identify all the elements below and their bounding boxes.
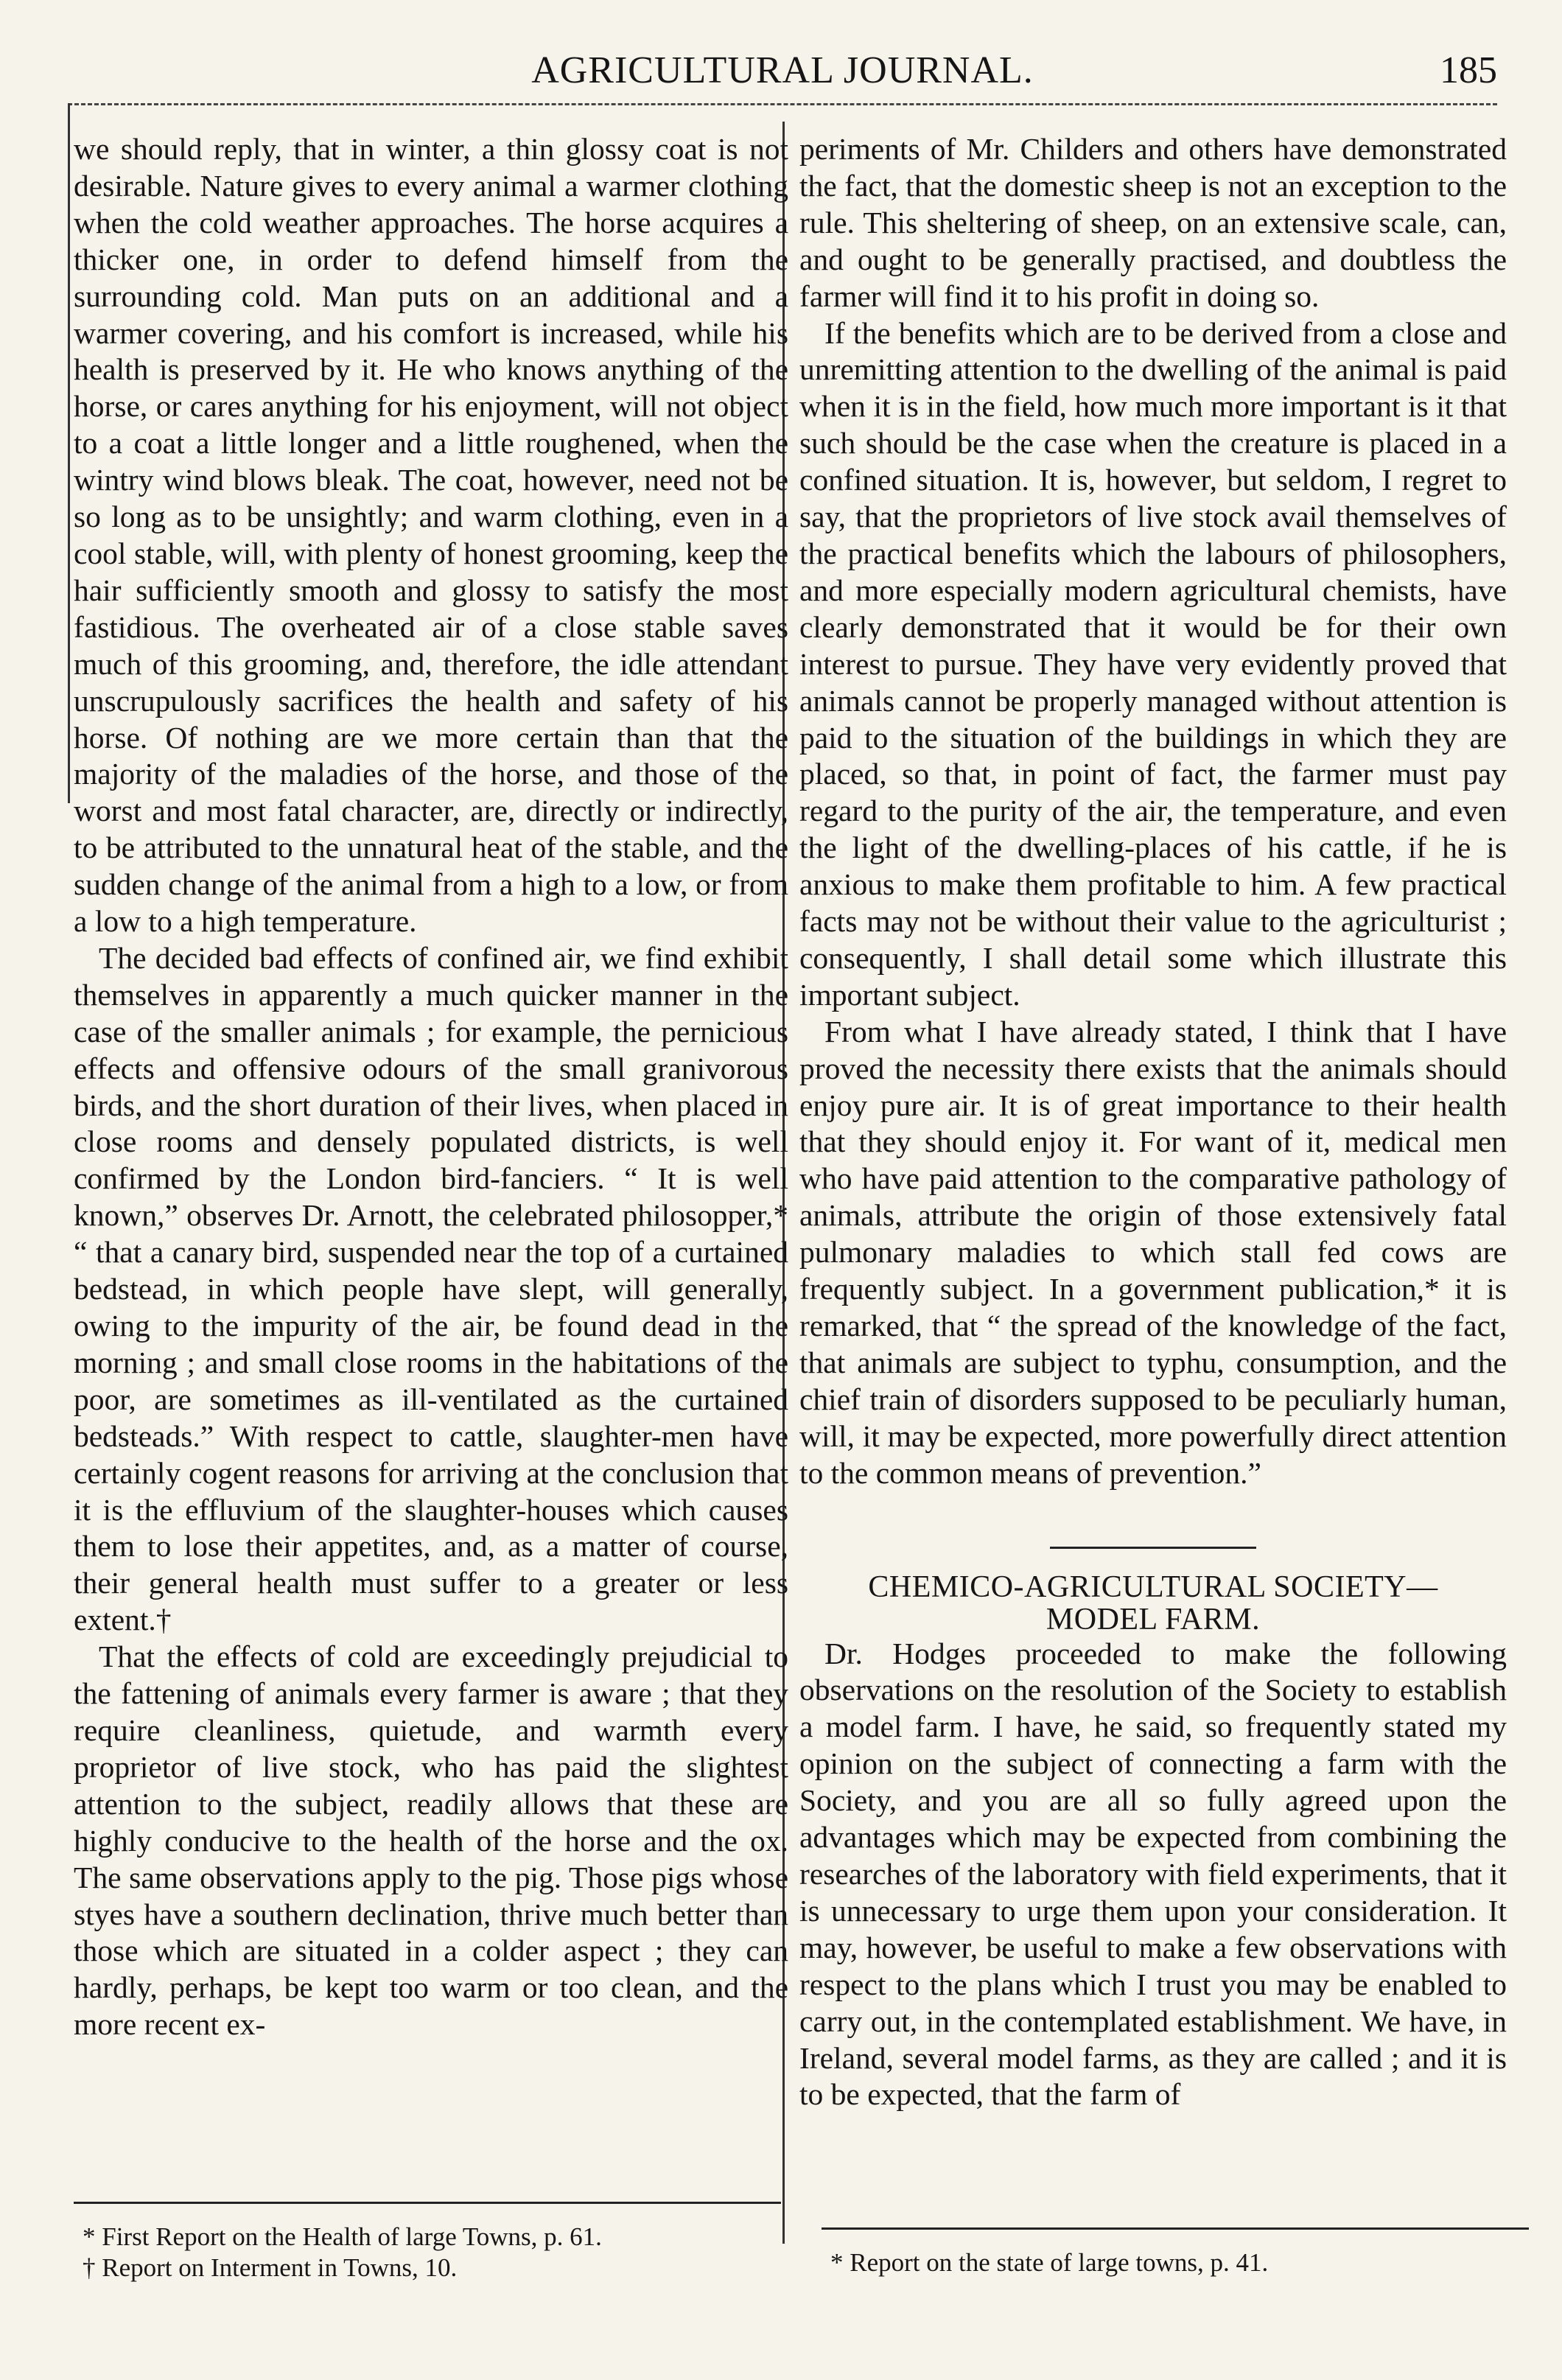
section-heading <box>799 1571 1507 1636</box>
running-title: AGRICULTURAL JOURNAL. <box>531 49 1034 91</box>
left-footnote-1: * First Report on the Health of large Towns, p. 61. <box>83 2222 602 2251</box>
right-column <box>799 131 1507 2113</box>
left-footnote-rule <box>74 2202 781 2204</box>
left-footnotes <box>74 2202 781 2283</box>
section-heading-line-2: MODEL FARM. <box>1046 1602 1261 1637</box>
left-margin-rule <box>68 103 70 803</box>
left-paragraph-3: That the effects of cold are exceedingly prejudicial to the fattening of animals every farmer is aware ; that they require cleanliness, quietude, and warmth every proprietor of live stock, who has paid the slightest attention to the subject, readily allows that these are highly conducive to the health of the horse and the ox. The same observations apply to the pig. Those pigs whose styes have a southern declination, thrive much better than those which are situated in a colder aspect ; they can hardly, perhaps, be kept too warm or too clean, and the more recent ex- <box>74 1639 788 2042</box>
right-footnote-rule <box>822 2227 1529 2230</box>
right-paragraph-2: If the benefits which are to be derived from a close and unremitting attention to the dwelling of the animal is paid when it is in the field, how much more important is it that such should be the case when the creature is placed in a confined situation. It is, however, but seldom, I regret to say, that the proprietors of live stock avail themselves of the practical benefits which the labours of philosophers, and more especially modern agricultural chemists, have clearly demonstrated that it would be for their own interest to pursue. They have very evidently proved that animals cannot be properly managed without attention is paid to the situation of the buildings in which they are placed, so that, in point of fact, the farmer must pay regard to the purity of the air, the temperature, and even the light of the dwelling-places of his cattle, if he is anxious to make them profitable to him. A few practical facts may not be without their value to the agriculturist ; consequently, I shall detail some which illustrate this important subject. <box>799 315 1507 1012</box>
right-footnotes <box>822 2227 1529 2278</box>
page-header <box>68 13 1497 109</box>
section-heading-line-1: CHEMICO-AGRICULTURAL SOCIETY— <box>868 1569 1438 1604</box>
model-farm-section <box>799 1547 1507 2114</box>
section-rule <box>1050 1547 1256 1549</box>
left-paragraph-2: The decided bad effects of confined air, we find exhibit themselves in apparently a much quicker manner in the case of the smaller animals ; for example, the pernicious effects and offensive odours of the small granivorous birds, and the short duration of their lives, when placed in close rooms and densely populated districts, is well confirmed by the London bird-fanciers. “ It is well known,” observes Dr. Arnott, the celebrated philosopper,* “ that a canary bird, suspended near the top of a curtained bedstead, in which people have slept, will generally, owing to the impurity of the air, be found dead in the morning ; and small close rooms in the habitations of the poor, are sometimes as ill-ventilated as the curtained bedsteads.” With respect to cattle, slaughter-men have certainly cogent reasons for arriving at the conclusion that it is the effluvium of the slaughter-houses which causes them to lose their appetites, and, as a matter of course, their general health must suffer to a greater or less extent.† <box>74 940 788 1637</box>
left-paragraph-1: we should reply, that in winter, a thin glossy coat is not desirable. Nature gives to every animal a warmer clothing when the cold weather approaches. The horse acquires a thicker one, in order to defend himself from the surrounding cold. Man puts on an additional and a warmer covering, and his comfort is increased, while his health is preserved by it. He who knows anything of the horse, or cares anything for his enjoyment, will not object to a coat a little longer and a little roughened, when the wintry wind blows bleak. The coat, however, need not be so long as to be unsightly; and warm clothing, even in a cool stable, will, with plenty of honest grooming, keep the hair sufficiently smooth and glossy to satisfy the most fastidious. The overheated air of a close stable saves much of this grooming, and, therefore, the idle attendant unscrupulously sacrifices the health and safety of his horse. Of nothing are we more certain than that the majority of the maladies of the horse, and those of the worst and most fatal character, are, directly or indirectly, to be attributed to the unnatural heat of the stable, and the sudden change of the animal from a high to a low, or from a low to a high temperature. <box>74 132 788 939</box>
right-footnote-1: * Report on the state of large towns, p. 41. <box>830 2248 1269 2277</box>
left-column <box>74 131 788 2043</box>
header-rule <box>68 103 1497 105</box>
section-paragraph: Dr. Hodges proceeded to make the following observations on the resolution of the Society to establish a model farm. I have, he said, so frequently stated my opinion on the subject of connecting a farm with the Society, and you are all so fully agreed upon the advantages which may be expected from combining the researches of the laboratory with field experiments, that it is unnecessary to urge them upon your consideration. It may, however, be useful to make a few observations with respect to the plans which I trust you may be enabled to carry out, in the contemplated establishment. We have, in Ireland, several model farms, as they are called ; and it is to be expected, that the farm of <box>799 1636 1507 2112</box>
page-number: 185 <box>1440 49 1497 91</box>
right-paragraph-3: From what I have already stated, I think that I have proved the necessity there exists that the animals should enjoy pure air. It is of great importance to their health that they should enjoy it. For want of it, medical men who have paid attention to the comparative pathology of animals, attribute the origin of those extensively fatal pulmonary maladies to which stall fed cows are frequently subject. In a government publication,* it is remarked, that “ the spread of the knowledge of the fact, that animals are subject to typhu, consumption, and the chief train of disorders supposed to be peculiarly human, will, it may be expected, more powerfully direct attention to the common means of prevention.” <box>799 1014 1507 1490</box>
right-paragraph-1: periments of Mr. Childers and others have demonstrated the fact, that the domestic sheep is not an exception to the rule. This sheltering of sheep, on an extensive scale, can, and ought to be generally practised, and doubtless the farmer will find it to his profit in doing so. <box>799 132 1507 313</box>
left-footnote-2: † Report on Interment in Towns, 10. <box>83 2253 458 2282</box>
